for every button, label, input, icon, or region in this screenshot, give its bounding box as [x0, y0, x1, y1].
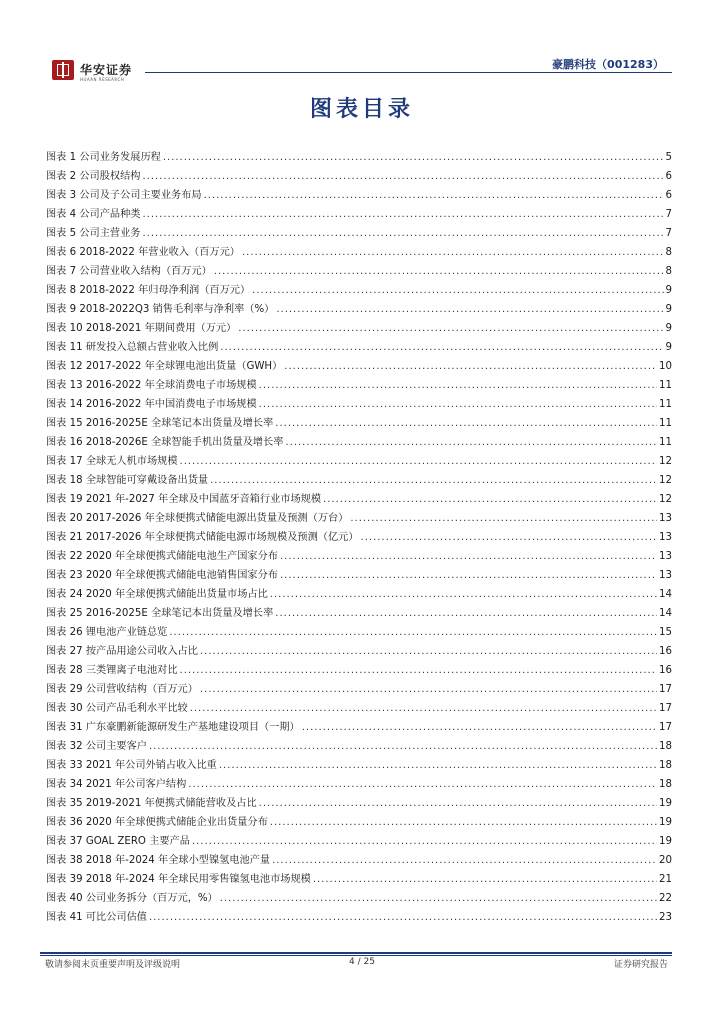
toc-entry-page: 20: [659, 855, 672, 866]
toc-entry-page: 14: [659, 608, 672, 619]
toc-entry-label: 图表 36 2020 年全球便携式储能企业出货量分布: [46, 817, 268, 828]
toc-entry[interactable]: [46, 715, 672, 734]
toc-entry-label: 图表 7 公司营业收入结构（百万元）: [46, 266, 212, 277]
toc-entry[interactable]: [46, 525, 672, 544]
toc-leader-dots: [270, 816, 657, 829]
footer-disclaimer: 敬请参阅末页重要声明及评级说明: [45, 960, 181, 970]
toc-entry-label: 图表 38 2018 年-2024 年全球小型镍氢电池产量: [46, 855, 271, 866]
toc-entry-label: 图表 10 2018-2021 年期间费用（万元）: [46, 323, 237, 334]
huaan-logo-icon: [52, 60, 74, 80]
toc-entry-label: 图表 28 三类锂离子电池对比: [46, 665, 178, 676]
toc-entry-page: 13: [659, 570, 672, 581]
toc-entry-label: 图表 9 2018-2022Q3 销售毛利率与净利率（%）: [46, 304, 275, 315]
toc-entry-label: 图表 8 2018-2022 年归母净利润（百万元）: [46, 285, 251, 296]
toc-entry-page: 16: [659, 665, 672, 676]
toc-entry[interactable]: [46, 639, 672, 658]
toc-leader-dots: [149, 740, 657, 753]
toc-entry-label: 图表 35 2019-2021 年便携式储能营收及占比: [46, 798, 257, 809]
toc-entry[interactable]: [46, 430, 672, 449]
toc-entry-label: 图表 27 按产品用途公司收入占比: [46, 646, 198, 657]
toc-leader-dots: [276, 303, 663, 316]
toc-entry[interactable]: [46, 297, 672, 316]
toc-leader-dots: [190, 702, 657, 715]
toc-leader-dots: [220, 341, 663, 354]
toc-entry-label: 图表 30 公司产品毛利水平比较: [46, 703, 188, 714]
toc-entry-label: 图表 2 公司股权结构: [46, 171, 141, 182]
toc-leader-dots: [272, 854, 657, 867]
toc-leader-dots: [361, 531, 658, 544]
toc-leader-dots: [350, 512, 657, 525]
toc-leader-dots: [275, 417, 657, 430]
toc-entry-page: 17: [659, 722, 672, 733]
toc-entry[interactable]: [46, 563, 672, 582]
toc-entry[interactable]: [46, 145, 672, 164]
toc-entry[interactable]: [46, 848, 672, 867]
toc-leader-dots: [163, 151, 664, 164]
toc-leader-dots: [200, 645, 657, 658]
toc-entry[interactable]: [46, 373, 672, 392]
page-title: 图表目录: [309, 97, 414, 122]
toc-entry-label: 图表 21 2017-2026 年全球便携式储能电源市场规模及预测（亿元）: [46, 532, 359, 543]
toc-entry-page: 13: [659, 551, 672, 562]
toc-entry-page: 9: [665, 323, 672, 334]
toc-entry-label: 图表 23 2020 年全球便携式储能电池销售国家分布: [46, 570, 278, 581]
page-header: [0, 0, 724, 90]
toc-entry-label: 图表 25 2016-2025E 全球笔记本出货量及增长率: [46, 608, 274, 619]
toc-leader-dots: [285, 436, 657, 449]
toc-entry[interactable]: [46, 734, 672, 753]
toc-leader-dots: [284, 360, 657, 373]
toc-entry-label: 图表 11 研发投入总额占营业收入比例: [46, 342, 219, 353]
toc-entry[interactable]: [46, 506, 672, 525]
page-indicator: 4 / 25: [349, 957, 375, 967]
toc-entry[interactable]: [46, 658, 672, 677]
toc-entry-label: 图表 19 2021 年-2027 年全球及中国蓝牙音箱行业市场规模: [46, 494, 322, 505]
toc-entry-label: 图表 20 2017-2026 年全球便携式储能电源出货量及预测（万台）: [46, 513, 349, 524]
toc-entry-page: 14: [659, 589, 672, 600]
toc-entry[interactable]: [46, 886, 672, 905]
toc-entry-page: 9: [665, 342, 672, 353]
toc-entry-page: 7: [665, 209, 672, 220]
toc-entry[interactable]: [46, 905, 672, 924]
toc-entry[interactable]: [46, 487, 672, 506]
toc-entry-label: 图表 26 锂电池产业链总览: [46, 627, 168, 638]
toc-entry[interactable]: [46, 810, 672, 829]
report-type: 证券研究报告: [613, 960, 668, 970]
toc-entry-page: 9: [665, 285, 672, 296]
toc-entry-page: 19: [659, 836, 672, 847]
toc-leader-dots: [259, 379, 657, 392]
toc-leader-dots: [280, 569, 657, 582]
toc-entry-page: 13: [659, 532, 672, 543]
toc-entry[interactable]: [46, 544, 672, 563]
toc-entry[interactable]: [46, 240, 672, 259]
toc-entry-page: 12: [659, 456, 672, 467]
toc-entry-page: 16: [659, 646, 672, 657]
toc-entry[interactable]: [46, 468, 672, 487]
toc-entry[interactable]: [46, 411, 672, 430]
toc-entry-label: 图表 13 2016-2022 年全球消费电子市场规模: [46, 380, 257, 391]
toc-entry-label: 图表 14 2016-2022 年中国消费电子市场规模: [46, 399, 257, 410]
toc-leader-dots: [280, 550, 657, 563]
toc-entry-page: 17: [659, 684, 672, 695]
toc-entry-page: 11: [659, 380, 672, 391]
toc-entry-page: 22: [659, 893, 672, 904]
toc-entry-page: 10: [659, 361, 672, 372]
toc-entry[interactable]: [46, 677, 672, 696]
toc-entry-label: 图表 6 2018-2022 年营业收入（百万元）: [46, 247, 240, 258]
toc-entry-label: 图表 24 2020 年全球便携式储能出货量市场占比: [46, 589, 268, 600]
toc-entry-label: 图表 4 公司产品种类: [46, 209, 141, 220]
toc-entry-page: 18: [659, 760, 672, 771]
toc-leader-dots: [313, 873, 657, 886]
toc-entry-label: 图表 22 2020 年全球便携式储能电池生产国家分布: [46, 551, 278, 562]
toc-entry[interactable]: [46, 753, 672, 772]
toc-entry-label: 图表 29 公司营收结构（百万元）: [46, 684, 198, 695]
toc-entry-label: 图表 39 2018 年-2024 年全球民用零售镍氢电池市场规模: [46, 874, 311, 885]
toc-leader-dots: [259, 398, 657, 411]
toc-leader-dots: [142, 227, 663, 240]
toc-entry-page: 18: [659, 741, 672, 752]
toc-leader-dots: [238, 322, 663, 335]
toc-leader-dots: [142, 170, 663, 183]
toc-entry-label: 图表 33 2021 年公司外销占收入比重: [46, 760, 217, 771]
toc-leader-dots: [252, 284, 663, 297]
toc-entry-page: 8: [665, 247, 672, 258]
toc-entry-label: 图表 5 公司主营业务: [46, 228, 141, 239]
toc-leader-dots: [180, 455, 658, 468]
toc-entry-page: 12: [659, 494, 672, 505]
toc-entry-page: 9: [665, 304, 672, 315]
toc-entry-label: 图表 41 可比公司估值: [46, 912, 147, 923]
toc-entry[interactable]: [46, 164, 672, 183]
toc-entry-label: 图表 12 2017-2022 年全球锂电池出货量（GWH）: [46, 361, 283, 372]
toc-entry-page: 18: [659, 779, 672, 790]
toc-leader-dots: [259, 797, 657, 810]
toc-leader-dots: [192, 835, 657, 848]
toc-list: [46, 145, 672, 924]
toc-entry-label: 图表 17 全球无人机市场规模: [46, 456, 178, 467]
toc-entry-page: 19: [659, 798, 672, 809]
toc-leader-dots: [149, 911, 657, 924]
toc-entry-page: 11: [659, 418, 672, 429]
toc-entry-label: 图表 32 公司主要客户: [46, 741, 147, 752]
toc-leader-dots: [180, 664, 658, 677]
toc-entry[interactable]: [46, 221, 672, 240]
toc-entry-label: 图表 31 广东豪鹏新能源研发生产基地建设项目（一期）: [46, 722, 300, 733]
toc-leader-dots: [323, 493, 657, 506]
toc-entry-page: 7: [665, 228, 672, 239]
toc-entry[interactable]: [46, 620, 672, 639]
toc-leader-dots: [220, 892, 657, 905]
toc-entry-page: 11: [659, 437, 672, 448]
toc-leader-dots: [188, 778, 657, 791]
toc-leader-dots: [214, 265, 664, 278]
toc-entry[interactable]: [46, 791, 672, 810]
toc-entry-page: 5: [665, 152, 672, 163]
toc-entry[interactable]: [46, 696, 672, 715]
footer-divider: [40, 952, 672, 954]
toc-entry[interactable]: [46, 278, 672, 297]
toc-entry-page: 23: [659, 912, 672, 923]
toc-entry-page: 15: [659, 627, 672, 638]
toc-entry[interactable]: [46, 354, 672, 373]
toc-entry-label: 图表 3 公司及子公司主要业务布局: [46, 190, 202, 201]
header-divider: [145, 72, 672, 73]
toc-entry[interactable]: [46, 601, 672, 620]
toc-entry-page: 13: [659, 513, 672, 524]
toc-entry[interactable]: [46, 449, 672, 468]
toc-entry[interactable]: [46, 316, 672, 335]
toc-entry-label: 图表 1 公司业务发展历程: [46, 152, 161, 163]
toc-leader-dots: [275, 607, 657, 620]
toc-entry-page: 19: [659, 817, 672, 828]
toc-entry-page: 11: [659, 399, 672, 410]
toc-entry[interactable]: [46, 772, 672, 791]
company-name: 豪鹏科技（001283）: [552, 58, 664, 71]
toc-entry[interactable]: [46, 183, 672, 202]
toc-entry-label: 图表 18 全球智能可穿戴设备出货量: [46, 475, 209, 486]
toc-entry-label: 图表 15 2016-2025E 全球笔记本出货量及增长率: [46, 418, 274, 429]
logo-subtitle: HUAAN RESEARCH: [80, 77, 125, 82]
toc-entry-page: 21: [659, 874, 672, 885]
toc-leader-dots: [210, 474, 657, 487]
toc-entry-label: 图表 34 2021 年公司客户结构: [46, 779, 187, 790]
toc-leader-dots: [204, 189, 664, 202]
toc-entry-label: 图表 40 公司业务拆分（百万元，%）: [46, 893, 218, 904]
logo-name: 华安证券: [80, 63, 133, 77]
toc-leader-dots: [302, 721, 657, 734]
toc-entry[interactable]: [46, 829, 672, 848]
toc-entry[interactable]: [46, 582, 672, 601]
toc-entry-page: 8: [665, 266, 672, 277]
toc-entry[interactable]: [46, 202, 672, 221]
toc-entry-label: 图表 16 2018-2026E 全球智能手机出货量及增长率: [46, 437, 284, 448]
footer-divider-thin: [40, 955, 672, 956]
toc-entry[interactable]: [46, 867, 672, 886]
toc-leader-dots: [142, 208, 663, 221]
toc-leader-dots: [219, 759, 657, 772]
toc-entry-page: 17: [659, 703, 672, 714]
toc-entry-page: 6: [665, 171, 672, 182]
toc-leader-dots: [270, 588, 657, 601]
toc-entry[interactable]: [46, 392, 672, 411]
toc-leader-dots: [242, 246, 664, 259]
toc-entry-page: 12: [659, 475, 672, 486]
toc-entry[interactable]: [46, 259, 672, 278]
toc-entry-page: 6: [665, 190, 672, 201]
toc-leader-dots: [169, 626, 657, 639]
toc-entry-label: 图表 37 GOAL ZERO 主要产品: [46, 836, 190, 847]
toc-entry[interactable]: [46, 335, 672, 354]
toc-leader-dots: [200, 683, 657, 696]
